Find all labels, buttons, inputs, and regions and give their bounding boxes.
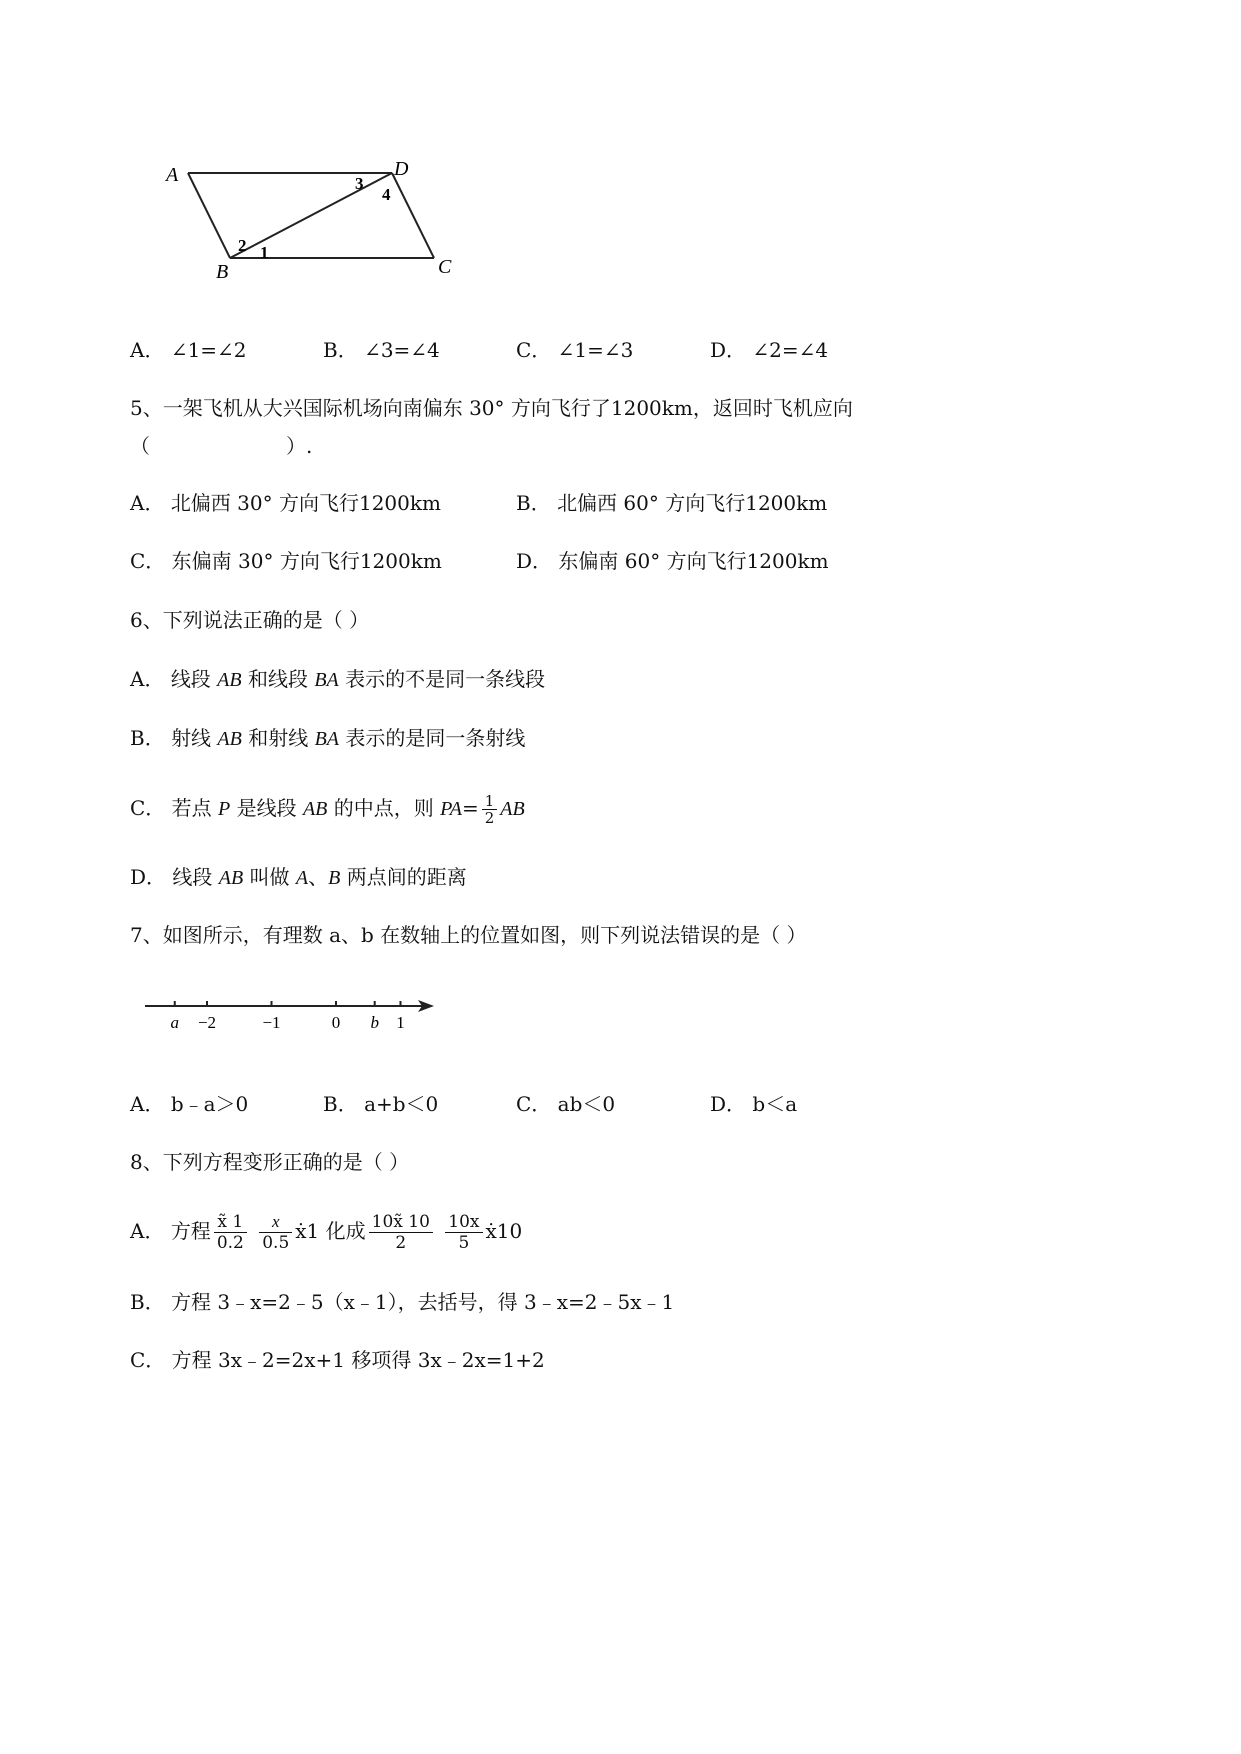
fraction [369, 1212, 433, 1253]
q6-option-a [130, 667, 545, 692]
segment-AB [188, 173, 230, 258]
variable: AB [217, 669, 242, 691]
fraction-numerator: 1 [482, 793, 498, 810]
option-text: ∠1=∠2 [170, 338, 247, 362]
option-text: ẋ10 [485, 1219, 523, 1243]
q5-stem-line2 [130, 434, 312, 458]
number-line [140, 990, 450, 1040]
segment-DC [392, 173, 434, 258]
option-text: 和射线 [241, 726, 315, 750]
variable: AB [217, 728, 242, 750]
option-key: D． [516, 549, 553, 573]
paren-close: ）. [286, 434, 313, 458]
option-key: B． [323, 338, 358, 362]
q7-option-b [323, 1092, 438, 1116]
option-text: 东偏南 60° 方向飞行1200km [558, 549, 829, 573]
option-key: C． [130, 1348, 166, 1372]
label-C: C [438, 256, 452, 278]
q4-option-d [710, 338, 828, 362]
fraction-numerator: x̃ 1 [214, 1212, 247, 1233]
q7-option-c [516, 1092, 615, 1116]
variable: PA [440, 798, 462, 820]
q5-stem-line1: 5、一架飞机从大兴国际机场向南偏东 30° 方向飞行了1200km，返回时飞机应向 [130, 396, 853, 420]
q8-stem: 8、下列方程变形正确的是（ ） [130, 1150, 410, 1174]
variable: BA [314, 669, 339, 691]
option-text: 北偏西 60° 方向飞行1200km [557, 491, 828, 515]
paren-open: （ [130, 434, 150, 458]
variable: BA [314, 728, 340, 750]
option-key: C． [130, 549, 166, 573]
q4-option-a [130, 338, 247, 362]
q6-option-c [130, 786, 525, 831]
number-line-label: −1 [262, 1013, 281, 1032]
parallelogram-figure [150, 150, 460, 320]
q5-option-b [516, 491, 827, 515]
option-text: 、 [308, 865, 329, 889]
angle-2-label: 2 [238, 236, 247, 255]
fraction-numerator: x [259, 1212, 292, 1233]
fraction-denominator: 2 [395, 1233, 407, 1253]
option-text: 北偏西 30° 方向飞行1200km [170, 491, 441, 515]
variable: A [295, 867, 309, 889]
q7-option-d [710, 1092, 797, 1116]
option-text: ∠2=∠4 [752, 338, 829, 362]
option-key: A． [130, 491, 165, 515]
q8-option-a [130, 1205, 522, 1257]
q4-option-c [516, 338, 633, 362]
label-D: D [394, 158, 409, 180]
q4-option-b [323, 338, 440, 362]
fraction [214, 1212, 247, 1253]
fraction-denominator: 5 [458, 1233, 470, 1253]
q5-option-d [516, 549, 829, 573]
option-key: B． [323, 1092, 358, 1116]
variable: B [328, 867, 341, 889]
angle-3-label: 3 [355, 174, 364, 193]
fraction-numerator: 10x̃ 10 [369, 1212, 433, 1233]
option-text: 东偏南 30° 方向飞行1200km [171, 549, 442, 573]
option-text: 表示的不是同一条线段 [338, 667, 546, 691]
q7-option-a [130, 1092, 248, 1116]
option-text: 方程 [170, 1219, 211, 1243]
option-text: 两点间的距离 [340, 865, 467, 889]
option-text: 和线段 [241, 667, 315, 691]
fraction [259, 1212, 292, 1253]
option-text: ab＜0 [557, 1092, 616, 1116]
variable: AB [218, 867, 244, 889]
angle-4-label: 4 [382, 185, 391, 204]
option-text: 方程 3x﹣2=2x+1 移项得 3x﹣2x=1+2 [171, 1348, 545, 1372]
option-key: A． [130, 338, 165, 362]
q6-stem: 6、下列说法正确的是（ ） [130, 608, 370, 632]
option-text: 若点 [171, 796, 219, 820]
q5-option-a [130, 491, 441, 515]
number-line-label: −2 [197, 1013, 217, 1032]
option-key: C． [516, 338, 552, 362]
option-text: b＜a [752, 1092, 798, 1116]
option-key: B． [130, 1290, 165, 1314]
option-text: a+b＜0 [364, 1092, 439, 1116]
variable: AB [500, 798, 525, 820]
q6-option-b [130, 726, 525, 751]
option-text: ẋ1 化成 [295, 1219, 366, 1243]
label-B: B [216, 261, 229, 283]
label-A: A [166, 164, 179, 186]
fraction [445, 1212, 482, 1253]
option-text: 是线段 [230, 796, 303, 820]
option-text: 射线 [171, 726, 218, 750]
option-text: b﹣a＞0 [170, 1092, 249, 1116]
fraction-denominator: 0.5 [262, 1233, 290, 1253]
option-text: ∠3=∠4 [364, 338, 440, 362]
segment-BD [230, 173, 392, 258]
option-key: D． [710, 1092, 747, 1116]
option-key: B． [516, 491, 551, 515]
q8-option-c [130, 1348, 545, 1372]
option-text: 线段 [172, 865, 219, 889]
option-key: D． [710, 338, 747, 362]
fraction-denominator: 2 [484, 809, 495, 827]
equals-sign: = [461, 796, 479, 820]
option-text: 方程 3﹣x=2﹣5（x﹣1），去括号，得 3﹣x=2﹣5x﹣1 [171, 1290, 675, 1314]
option-key: C． [130, 796, 166, 820]
option-text: 线段 [170, 667, 218, 691]
option-key: D． [130, 865, 167, 889]
q5-option-c [130, 549, 442, 573]
variable: P [218, 798, 231, 820]
number-line-label: a [170, 1013, 179, 1032]
fraction-one-half [482, 793, 498, 826]
option-text: ∠1=∠3 [557, 338, 634, 362]
option-key: B． [130, 726, 165, 750]
fraction-numerator: 10x [445, 1212, 482, 1233]
option-text: 叫做 [243, 865, 296, 889]
q7-stem: 7、如图所示，有理数 a、b 在数轴上的位置如图，则下列说法错误的是（ ） [130, 923, 807, 947]
option-text: 表示的是同一条射线 [339, 726, 526, 750]
option-key: A． [130, 1219, 165, 1243]
option-key: A． [130, 1092, 165, 1116]
number-line-label: 1 [396, 1013, 405, 1032]
fraction-denominator: 0.2 [216, 1233, 244, 1253]
number-line-label: b [370, 1013, 379, 1032]
number-line-label: 0 [331, 1013, 341, 1032]
q8-option-b [130, 1290, 674, 1314]
option-key: A． [130, 667, 165, 691]
variable: AB [302, 798, 328, 820]
q6-option-d [130, 865, 467, 890]
option-text: 的中点，则 [327, 796, 441, 820]
option-key: C． [516, 1092, 552, 1116]
angle-1-label: 1 [260, 243, 269, 262]
